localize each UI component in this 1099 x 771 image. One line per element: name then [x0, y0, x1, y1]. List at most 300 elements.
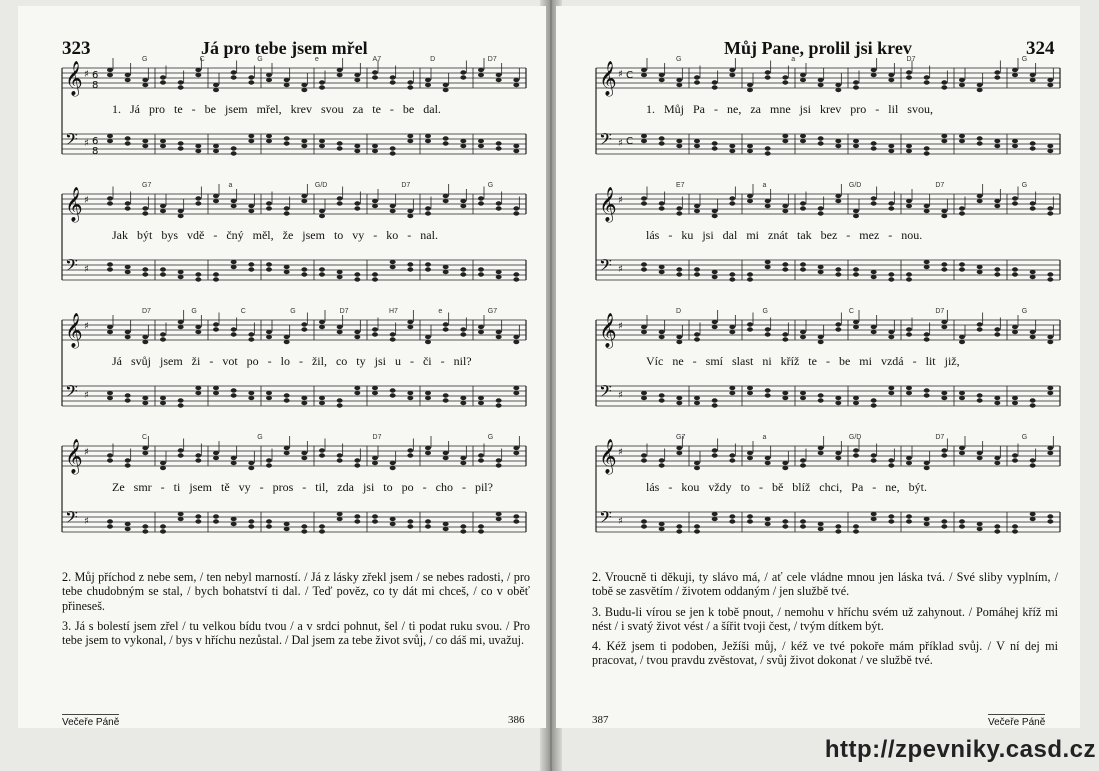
treble-note — [513, 206, 519, 210]
bass-note — [694, 529, 700, 533]
bass-note — [460, 144, 466, 148]
bass-note — [390, 393, 396, 397]
treble-note — [800, 463, 806, 467]
verse-3: 3. Já s bolestí jsem zřel / tu velkou bídu tvou / a v srdci pohnut, šel / ti podat ruku svou. / Pro tebe jsem to vykonal, / bys v hříchu nezůstal. / Dal jsem za tebe život svůj, / co dáš mi, uvažuj. — [62, 618, 530, 648]
treble-note — [676, 83, 682, 87]
bass-note — [977, 265, 983, 269]
bass-note — [372, 519, 378, 523]
treble-note — [213, 199, 219, 203]
treble-note — [178, 448, 184, 452]
treble-note — [676, 211, 682, 215]
treble-note — [818, 83, 824, 87]
bass-note — [319, 272, 325, 276]
treble-note — [835, 322, 841, 326]
treble-note — [959, 335, 965, 339]
treble-note — [888, 78, 894, 82]
bass-note — [1030, 403, 1036, 407]
treble-note — [765, 461, 771, 465]
bass-note — [977, 136, 983, 140]
treble-note — [213, 83, 219, 87]
chord-symbol: D7 — [339, 308, 349, 315]
treble-note — [425, 335, 431, 339]
bass-note — [959, 391, 965, 395]
treble-note — [729, 73, 735, 77]
chord-symbol: G — [1021, 308, 1028, 315]
treble-note — [1030, 206, 1036, 210]
bass-note — [354, 144, 360, 148]
chord-symbol: D7 — [935, 434, 945, 441]
bass-note — [266, 134, 272, 138]
bass-note — [853, 529, 859, 533]
chord-symbol: C — [142, 434, 148, 441]
treble-note — [641, 68, 647, 72]
treble-note — [125, 330, 131, 334]
bass-note — [659, 136, 665, 140]
treble-note — [765, 70, 771, 74]
bass-note — [213, 519, 219, 523]
bass-note — [835, 272, 841, 276]
bass-note — [301, 144, 307, 148]
bass-note — [676, 396, 682, 400]
treble-note — [231, 327, 237, 331]
treble-note — [694, 466, 700, 470]
bass-note — [659, 265, 665, 269]
bass-note — [513, 272, 519, 276]
treble-note — [319, 85, 325, 89]
treble-note — [372, 456, 378, 460]
treble-note — [1047, 446, 1053, 450]
bass-note — [284, 136, 290, 140]
treble-note — [924, 466, 930, 470]
bass-note — [1012, 396, 1018, 400]
treble-note — [994, 199, 1000, 203]
right-page — [556, 6, 1080, 728]
treble-clef-icon: 𝄞 — [599, 439, 617, 474]
bass-note — [142, 401, 148, 405]
sharp-icon: ♯ — [618, 264, 623, 275]
bass-note — [284, 527, 290, 531]
bass-note — [478, 272, 484, 276]
bass-note — [354, 391, 360, 395]
treble-note — [301, 327, 307, 331]
bass-note — [107, 134, 113, 138]
treble-note — [478, 201, 484, 205]
treble-note — [195, 458, 201, 462]
bass-note — [248, 396, 254, 400]
treble-note — [266, 201, 272, 205]
bass-note — [513, 277, 519, 281]
bass-clef-icon: 𝄢 — [599, 381, 612, 405]
bass-note — [818, 398, 824, 402]
treble-note — [1012, 453, 1018, 457]
bass-note — [1030, 512, 1036, 516]
treble-note — [1030, 463, 1036, 467]
treble-note — [853, 209, 859, 213]
treble-note — [496, 335, 502, 339]
bass-note — [1012, 144, 1018, 148]
bass-note — [513, 144, 519, 148]
bass-note — [941, 262, 947, 266]
treble-note — [906, 199, 912, 203]
lyric-line: lás - ku jsi dal mi znát tak bez - mez - nou. — [646, 228, 923, 242]
bass-note — [319, 401, 325, 405]
bass-note — [178, 512, 184, 516]
bass-note — [906, 277, 912, 281]
treble-note — [266, 458, 272, 462]
bass-note — [1030, 270, 1036, 274]
treble-note — [959, 451, 965, 455]
bass-note — [1047, 386, 1053, 390]
bass-note — [853, 524, 859, 528]
bass-note — [800, 139, 806, 143]
treble-note — [372, 204, 378, 208]
bass-note — [407, 524, 413, 528]
treble-note — [871, 453, 877, 457]
bass-note — [160, 272, 166, 276]
treble-note — [407, 85, 413, 89]
treble-note — [676, 340, 682, 344]
treble-note — [747, 88, 753, 92]
treble-note — [818, 446, 824, 450]
treble-note — [835, 83, 841, 87]
bass-note — [888, 149, 894, 153]
bass-note — [765, 260, 771, 264]
treble-note — [443, 451, 449, 455]
time-signature-icon: 8 — [92, 80, 99, 91]
treble-note — [888, 73, 894, 77]
treble-note — [782, 209, 788, 213]
bass-note — [924, 393, 930, 397]
bass-note — [284, 398, 290, 402]
bass-note — [888, 519, 894, 523]
bass-note — [1030, 398, 1036, 402]
chord-symbol: A7 — [372, 56, 382, 63]
bass-note — [266, 519, 272, 523]
bass-note — [390, 151, 396, 155]
bass-note — [354, 386, 360, 390]
bass-note — [941, 134, 947, 138]
treble-note — [390, 337, 396, 341]
bass-note — [641, 524, 647, 528]
bass-note — [712, 141, 718, 145]
verse-2: 2. Vroucně ti děkuji, ty slávo má, / ať cele vládne mnou jen láska tvá. / Své sliby vyplním, / tobě se zasvětím / životem oddaným / jen službě tvé. — [592, 570, 1058, 599]
chord-symbol: a — [762, 434, 767, 441]
bass-note — [337, 398, 343, 402]
treble-note — [800, 335, 806, 339]
bass-note — [800, 519, 806, 523]
treble-note — [319, 80, 325, 84]
treble-note — [337, 458, 343, 462]
bass-note — [853, 401, 859, 405]
treble-note — [729, 201, 735, 205]
treble-note — [1012, 68, 1018, 72]
treble-note — [818, 206, 824, 210]
treble-note — [390, 466, 396, 470]
bass-note — [959, 139, 965, 143]
treble-note — [125, 463, 131, 467]
treble-note — [888, 201, 894, 205]
treble-note — [906, 456, 912, 460]
bass-note — [1030, 146, 1036, 150]
treble-note — [835, 88, 841, 92]
treble-note — [390, 461, 396, 465]
treble-note — [125, 78, 131, 82]
treble-note — [729, 325, 735, 329]
treble-note — [977, 88, 983, 92]
bass-note — [248, 134, 254, 138]
treble-note — [301, 194, 307, 198]
treble-note — [782, 80, 788, 84]
lyric-line: 1. Můj Pa - ne, za mne jsi krev pro - lil svou, — [646, 102, 933, 116]
bass-note — [496, 517, 502, 521]
bass-note — [443, 527, 449, 531]
treble-note — [853, 80, 859, 84]
treble-note — [478, 73, 484, 77]
footer-page-number: 386 — [508, 714, 525, 726]
bass-note — [712, 275, 718, 279]
bass-note — [835, 529, 841, 533]
bass-note — [782, 267, 788, 271]
chord-symbol: e — [314, 56, 319, 63]
bass-note — [800, 391, 806, 395]
treble-note — [959, 206, 965, 210]
bass-note — [641, 262, 647, 266]
chord-symbol: D7 — [401, 182, 411, 189]
bass-note — [266, 524, 272, 528]
bass-note — [478, 396, 484, 400]
music-system — [596, 300, 1060, 410]
bass-note — [747, 391, 753, 395]
bass-note — [977, 398, 983, 402]
treble-note — [460, 204, 466, 208]
treble-note — [319, 448, 325, 452]
chord-symbol: a — [762, 182, 767, 189]
treble-note — [284, 211, 290, 215]
treble-note — [496, 463, 502, 467]
treble-note — [888, 330, 894, 334]
bass-note — [1030, 275, 1036, 279]
treble-note — [747, 456, 753, 460]
treble-note — [641, 458, 647, 462]
bass-note — [941, 396, 947, 400]
treble-note — [513, 451, 519, 455]
bass-note — [513, 149, 519, 153]
bass-note — [818, 527, 824, 531]
bass-note — [800, 267, 806, 271]
treble-note — [676, 335, 682, 339]
bass-note — [213, 144, 219, 148]
chord-symbol: C — [848, 308, 854, 315]
bass-note — [266, 262, 272, 266]
bass-note — [160, 144, 166, 148]
treble-note — [676, 451, 682, 455]
treble-note — [107, 68, 113, 72]
bass-note — [729, 386, 735, 390]
treble-note — [425, 446, 431, 450]
treble-note — [213, 327, 219, 331]
bass-note — [888, 386, 894, 390]
treble-note — [284, 83, 290, 87]
bass-note — [835, 144, 841, 148]
treble-note — [871, 196, 877, 200]
music-system — [62, 48, 526, 158]
bass-note — [977, 393, 983, 397]
bass-note — [460, 524, 466, 528]
bass-note — [107, 391, 113, 395]
treble-note — [354, 335, 360, 339]
bass-note — [1047, 149, 1053, 153]
bass-note — [425, 267, 431, 271]
bass-note — [390, 517, 396, 521]
treble-note — [195, 196, 201, 200]
treble-note — [765, 199, 771, 203]
treble-note — [142, 451, 148, 455]
treble-note — [994, 70, 1000, 74]
bass-note — [835, 524, 841, 528]
bass-clef-icon: 𝄢 — [599, 129, 612, 153]
bass-note — [195, 149, 201, 153]
bass-note — [354, 277, 360, 281]
treble-clef-icon: 𝄞 — [599, 313, 617, 348]
bass-note — [941, 524, 947, 528]
bass-note — [248, 262, 254, 266]
treble-note — [407, 448, 413, 452]
time-signature-icon: 8 — [92, 146, 99, 157]
bass-note — [641, 519, 647, 523]
treble-note — [425, 206, 431, 210]
bass-note — [319, 524, 325, 528]
treble-note — [959, 78, 965, 82]
bass-note — [729, 144, 735, 148]
bass-clef-icon: 𝄢 — [599, 507, 612, 531]
treble-note — [1030, 78, 1036, 82]
left-verses — [62, 570, 530, 653]
sharp-icon: ♯ — [84, 138, 89, 149]
treble-note — [924, 204, 930, 208]
bass-note — [337, 146, 343, 150]
bass-clef-icon: 𝄢 — [65, 255, 78, 279]
bass-note — [107, 262, 113, 266]
treble-note — [248, 80, 254, 84]
bass-note — [125, 393, 131, 397]
bass-note — [641, 139, 647, 143]
bass-note — [1012, 401, 1018, 405]
treble-note — [248, 466, 254, 470]
bass-note — [641, 391, 647, 395]
treble-note — [248, 204, 254, 208]
treble-note — [977, 451, 983, 455]
treble-note — [835, 327, 841, 331]
treble-note — [319, 453, 325, 457]
bass-note — [354, 514, 360, 518]
treble-note — [1012, 330, 1018, 334]
bass-note — [195, 386, 201, 390]
treble-note — [319, 214, 325, 218]
treble-note — [747, 199, 753, 203]
chord-symbol: D7 — [935, 182, 945, 189]
bass-note — [160, 139, 166, 143]
treble-note — [959, 83, 965, 87]
music-system — [62, 426, 526, 536]
treble-note — [853, 320, 859, 324]
treble-note — [782, 75, 788, 79]
bass-note — [107, 519, 113, 523]
treble-note — [266, 73, 272, 77]
treble-note — [372, 75, 378, 79]
bass-note — [782, 396, 788, 400]
bass-note — [425, 134, 431, 138]
treble-note — [641, 330, 647, 334]
music-system — [596, 426, 1060, 536]
bass-note — [871, 141, 877, 145]
treble-note — [729, 196, 735, 200]
treble-note — [125, 206, 131, 210]
treble-note — [195, 201, 201, 205]
bass-note — [818, 270, 824, 274]
treble-note — [266, 463, 272, 467]
bass-note — [478, 267, 484, 271]
treble-note — [142, 211, 148, 215]
bass-clef-icon: 𝄢 — [65, 381, 78, 405]
treble-note — [888, 463, 894, 467]
treble-note — [1030, 335, 1036, 339]
treble-clef-icon: 𝄞 — [65, 187, 83, 222]
bass-note — [160, 524, 166, 528]
treble-note — [941, 214, 947, 218]
bass-note — [712, 270, 718, 274]
treble-note — [853, 453, 859, 457]
bass-note — [994, 267, 1000, 271]
treble-note — [142, 83, 148, 87]
treble-note — [425, 78, 431, 82]
chord-symbol: C — [199, 56, 205, 63]
treble-note — [372, 461, 378, 465]
lyric-line: Jak být bys vdě - čný měl, že jsem to vy - ko - nal. — [112, 228, 438, 242]
treble-note — [178, 320, 184, 324]
bass-note — [959, 396, 965, 400]
treble-note — [301, 83, 307, 87]
bass-note — [372, 144, 378, 148]
treble-note — [407, 325, 413, 329]
bass-note — [765, 265, 771, 269]
treble-note — [818, 340, 824, 344]
chord-symbol: G/D — [848, 434, 862, 441]
treble-note — [924, 332, 930, 336]
bass-note — [924, 388, 930, 392]
treble-note — [853, 214, 859, 218]
bass-note — [694, 401, 700, 405]
bass-note — [1012, 272, 1018, 276]
treble-note — [460, 70, 466, 74]
treble-note — [694, 209, 700, 213]
treble-note — [425, 340, 431, 344]
treble-clef-icon: 𝄞 — [599, 187, 617, 222]
bass-note — [213, 277, 219, 281]
treble-note — [800, 73, 806, 77]
treble-note — [694, 332, 700, 336]
bass-note — [407, 134, 413, 138]
treble-note — [372, 327, 378, 331]
treble-note — [284, 446, 290, 450]
treble-note — [301, 456, 307, 460]
chord-symbol: D — [430, 56, 436, 63]
bass-note — [994, 272, 1000, 276]
sharp-icon: ♯ — [84, 195, 89, 206]
bass-note — [513, 391, 519, 395]
treble-note — [818, 211, 824, 215]
bass-note — [747, 272, 753, 276]
treble-note — [765, 456, 771, 460]
